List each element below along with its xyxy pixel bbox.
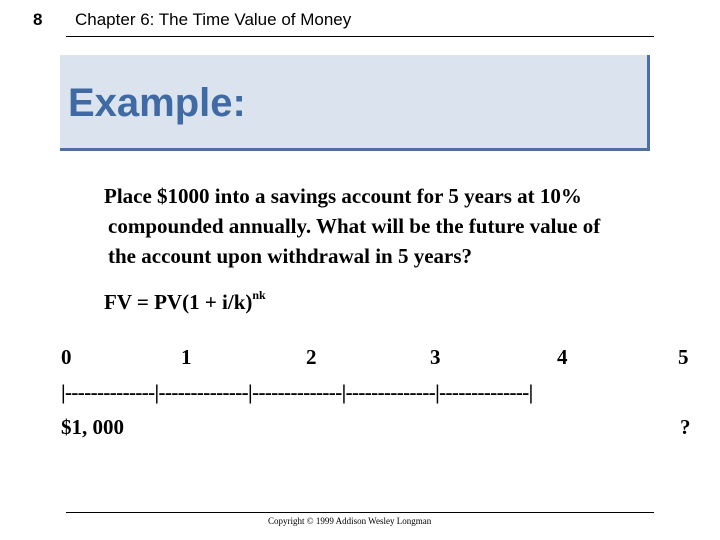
example-title: Example: [68,81,246,125]
timeline-period-5: 5 [678,345,689,369]
timeline-line: |--------------|--------------|--------------|--------------|--------------| [61,380,533,404]
present-value-label: $1, 000 [61,415,124,439]
example-title-box [60,55,650,151]
footer-divider [66,512,654,513]
problem-line-1: Place $1000 into a savings account for 5 years at 10% [104,184,582,208]
timeline-period-3: 3 [430,345,441,369]
timeline-period-2: 2 [306,345,317,369]
timeline-period-1: 1 [181,345,192,369]
header-divider [66,36,654,37]
copyright-notice: Copyright © 1999 Addison Wesley Longman [268,516,432,526]
timeline-period-0: 0 [61,345,72,369]
formula-exponent: nk [252,288,266,302]
formula-text: FV = PV(1 + i/k) [104,290,253,314]
problem-line-2: compounded annually. What will be the future value of [108,214,601,238]
page-number: 8 [33,10,43,29]
future-value-formula [104,290,266,315]
problem-line-3: the account upon withdrawal in 5 years? [108,244,473,268]
problem-statement [104,181,600,271]
chapter-title: Chapter 6: The Time Value of Money [75,10,352,29]
timeline-period-4: 4 [557,345,568,369]
future-value-unknown: ? [680,415,691,439]
